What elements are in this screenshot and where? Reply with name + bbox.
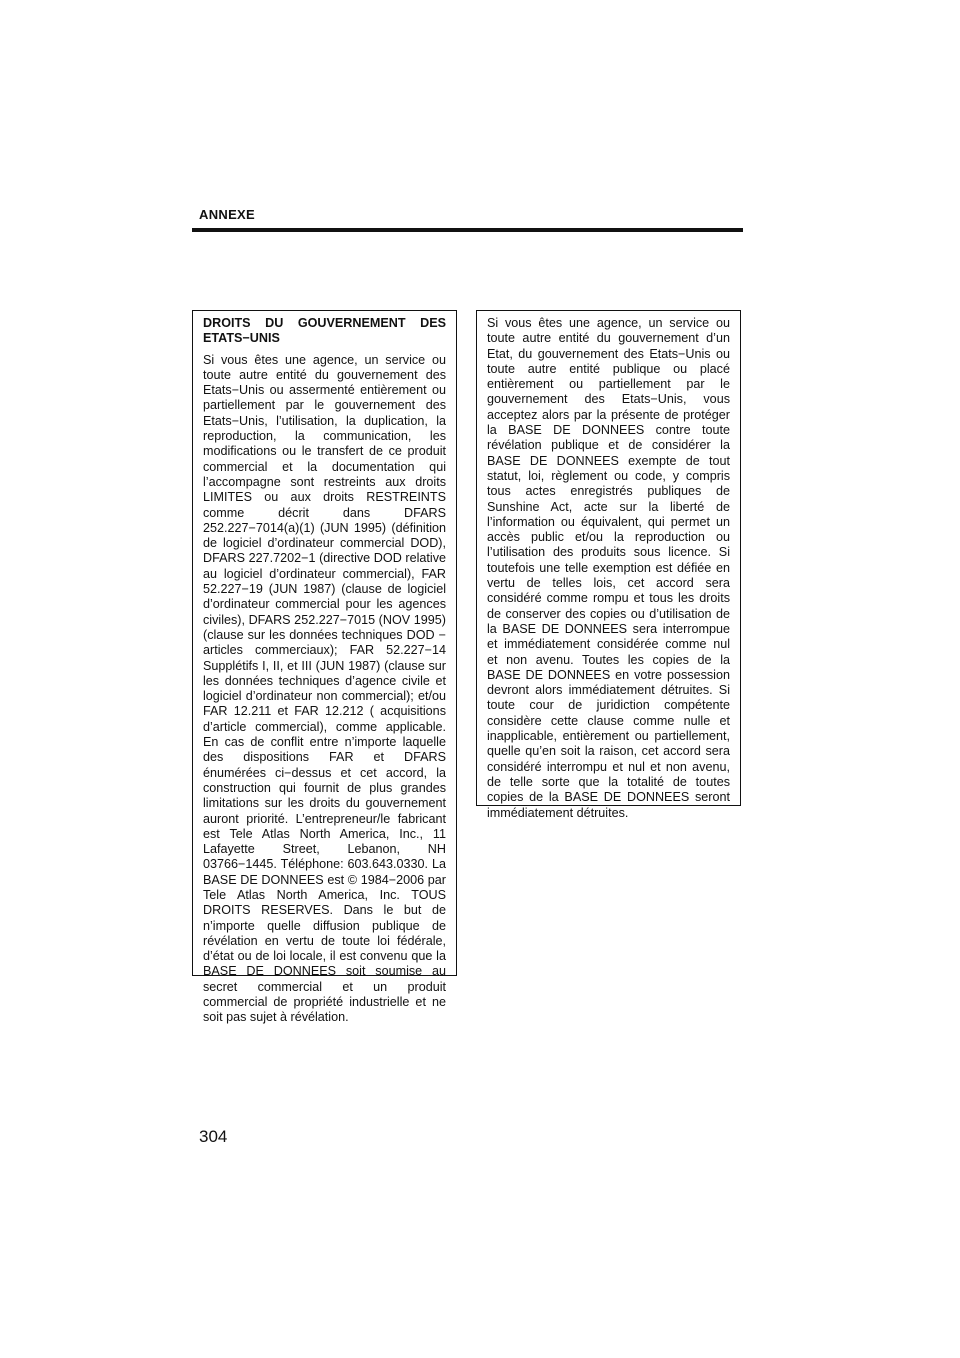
header-rule	[192, 228, 743, 232]
public-entity-terms-box	[476, 310, 741, 820]
box-body-text: Si vous êtes une agence, un service ou toute autre entité du gouvernement des Etats−Unis ou assermenté entièrement ou partiellement par le gouvernement des Etats−Unis, l’utilisation, la duplication, la reproduction, la communication, les modifications ou le transfert de ce produit commercial et la documentation qui l’accompagne sont restreints aux droits LIMITES ou aux droits RESTREINTS comme décrit dans DFARS 252.227−7014(a)(1) (JUN 1995) (définition de logiciel d’ordinateur commercial DOD), DFARS 227.7202−1 (directive DOD relative au logiciel d’ordinateur commercial), FAR 52.227−19 (JUN 1987) (clause de logiciel d’ordinateur commercial pour les agences civiles), DFARS 252.227−7015 (NOV 1995) (clause sur les données techniques DOD − articles commerciaux); FAR 52.227−14 Supplétifs I, II, et III (JUN 1987) (clause sur les données techniques d’agence civile et logiciel d’ordinateur non commercial); et/ou FAR 12.211 et FAR 12.212 ( acquisitions d’article commercial), comme applicable. En cas de conflit entre n’importe laquelle des dispositions FAR et DFARS énumérées ci−dessus et cet accord, la construction qui fournit de plus grandes limitations sur les droits du gouvernement auront priorité. L’entrepreneur/le fabricant est Tele Atlas North America, Inc., 11 Lafayette Street, Lebanon, NH 03766−1445. Téléphone: 603.643.0330. La BASE DE DONNEES est © 1984−2006 par Tele Atlas North America, Inc. TOUS DROITS RESERVES. Dans le but de n’importe quelle diffusion publique de révélation en vertu de toute loi fédérale, d’état ou de loi locale, il est convenu que la BASE DE DONNEES soit soumise au secret commercial et un produit commercial de propriété industrielle et ne soit pas sujet à révélation.	[203, 352, 446, 1025]
page-number: 304	[199, 1127, 228, 1146]
us-government-rights-box	[192, 310, 457, 1025]
box-body-text: Si vous êtes une agence, un service ou toute autre entité du gouvernement d’un Etat, du gouvernement des Etats−Unis ou toute autre entité publique ou placé entièrement ou partiellement par le gouvernement des Etats−Unis, vous acceptez alors par la présente de protéger la BASE DE DONNEES contre toute révélation publique et de considérer la BASE DE DONNEES exempte de tout statut, loi, règlement ou code, y compris tous actes enregistrés publiques de Sunshine Act, acte sur la liberté de l’information ou équivalent, qui permet un accès public et/ou la reproduction ou l’utilisation des produits sous licence. Si toutefois une telle exemption est défiée en vertu de telles lois, cet accord sera considéré comme rompu et tous les droits de conserver des copies ou d’utilisation de la BASE DE DONNEES sera interrompue et immédiatement considérée comme nul et non avenu. Toutes les copies de la BASE DE DONNEES en votre possession devront alors immédiatement détruites. Si toute cour de juridiction compétente considère cette clause comme nulle et inapplicable, entièrement ou partiellement, quelle qu’en soit la raison, cet accord sera considéré interrompu et nul et non avenu, de telle sorte que la totalité de toutes copies de la BASE DE DONNEES seront immédiatement détruites.	[487, 316, 730, 820]
section-header: ANNEXE	[199, 207, 255, 222]
box-title: DROITS DU GOUVERNEMENT DES ETATS−UNIS	[203, 316, 446, 346]
